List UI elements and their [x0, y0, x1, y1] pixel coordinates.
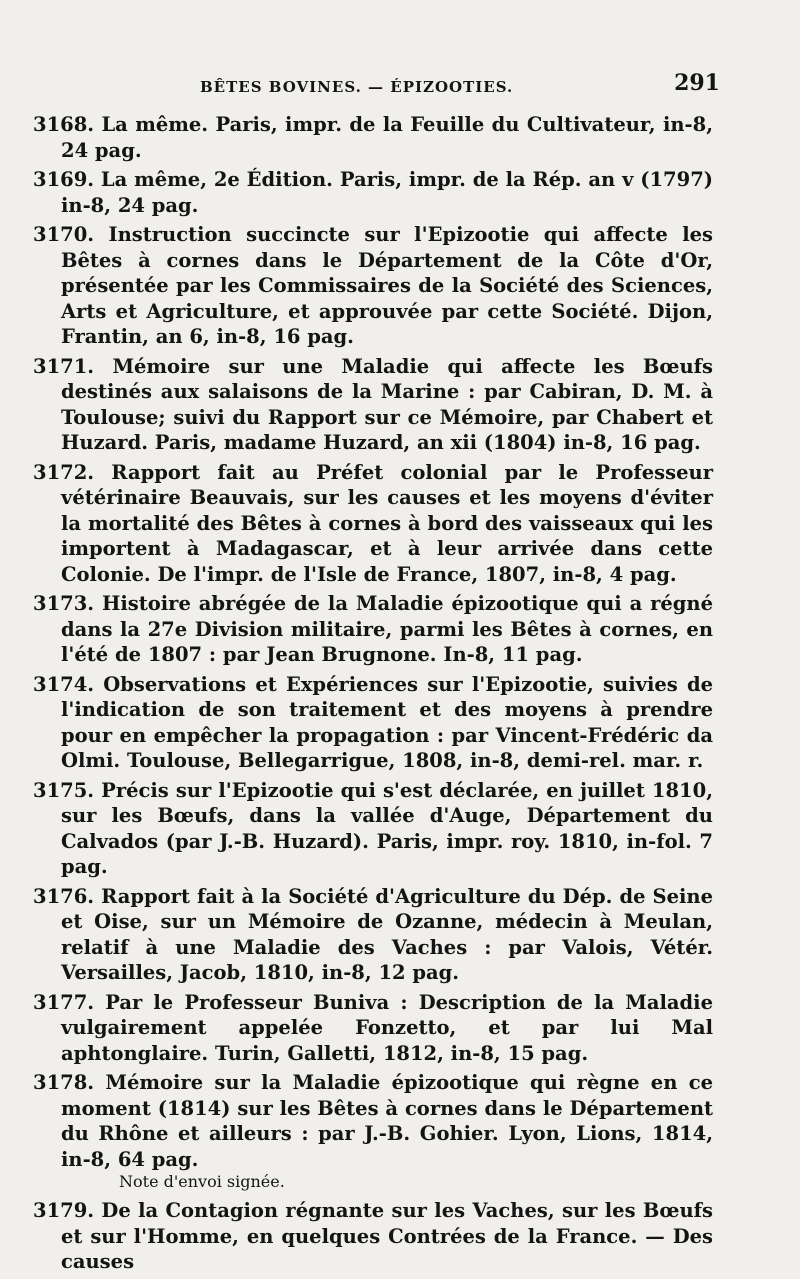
entry-number: 3172.	[33, 460, 95, 484]
entry-number: 3178.	[33, 1071, 95, 1094]
entry-text: Observations et Expériences sur l'Epizootie, suivies de l'indication de son traitement et des moyens à prendre pour en empêcher la propagation : par Vincent-Frédéric da Olmi. Toulouse, Bellegarrigue, 1808, in-8, demi-rel. mar. r.	[61, 672, 713, 772]
entry-text: De la Contagion régnante sur les Vaches, sur les Bœufs et sur l'Homme, en quelques Contrées de la France. — Des causes	[61, 1199, 713, 1273]
entry-number: 3174.	[33, 672, 95, 696]
entry-text: Mémoire sur une Maladie qui affecte les Bœufs destinés aux salaisons de la Marine : par Cabiran, D. M. à Toulouse; suivi du Rapport sur ce Mémoire, par Chabert et Huzard. Paris, madame Huzard, an xii (1804) in-8, 16 pag.	[61, 354, 714, 454]
entry-number: 3176.	[33, 884, 95, 908]
entry-number: 3177.	[33, 990, 95, 1014]
catalog-entry	[33, 778, 713, 880]
entry-text: Mémoire sur la Maladie épizootique qui règne en ce moment (1814) sur les Bêtes à cornes dans le Département du Rhône et ailleurs : par J.-B. Gohier. Lyon, Lions, 1814, in-8, 64 pag.	[61, 1071, 713, 1171]
entry-text: Par le Professeur Buniva : Description de la Maladie vulgairement appelée Fonzetto, et par lui Mal aphtonglaire. Turin, Galletti, 1812, in-8, 15 pag.	[61, 990, 713, 1065]
entry-number: 3173.	[33, 592, 95, 615]
entry-note: Note d'envoi signée.	[119, 1172, 285, 1191]
entry-number: 3170.	[33, 223, 95, 246]
running-title: BÊTES BOVINES. — ÉPIZOOTIES.	[200, 78, 514, 96]
catalog-entry	[33, 112, 713, 163]
entry-text: Précis sur l'Epizootie qui s'est déclarée, en juillet 1810, sur les Bœufs, dans la vallée d'Auge, Département du Calvados (par J.-B. Huzard). Paris, impr. roy. 1810, in-fol. 7 pag.	[61, 778, 713, 878]
catalog-entry	[33, 884, 713, 986]
entry-text: La même, 2e Édition. Paris, impr. de la Rép. an v (1797) in-8, 24 pag.	[61, 168, 713, 217]
catalog-entry	[33, 354, 713, 456]
catalog-entry	[33, 1070, 713, 1172]
running-header	[60, 70, 720, 100]
entry-number: 3169.	[33, 168, 95, 191]
catalog-entry	[33, 672, 713, 774]
entry-text: Rapport fait au Préfet colonial par le Professeur vétérinaire Beauvais, sur les causes et les moyens d'éviter la mortalité des Bêtes à cornes à bord des vaisseaux qui les importent à Madagascar, et à leur arrivée dans cette Colonie. De l'impr. de l'Isle de France, 1807, in-8, 4 pag.	[61, 460, 713, 586]
entry-number: 3171.	[33, 354, 95, 378]
catalog-entry	[33, 167, 713, 218]
catalog-entry	[33, 990, 713, 1067]
entry-number: 3168.	[33, 113, 95, 136]
catalog-entry	[33, 1198, 713, 1275]
entry-number: 3179.	[33, 1199, 95, 1222]
catalog-entry	[33, 591, 713, 668]
entry-text: Instruction succincte sur l'Epizootie qui affecte les Bêtes à cornes dans le Département de la Côte d'Or, présentée par les Commissaires de la Société des Sciences, Arts et Agriculture, et approuvée par cette Société. Dijon, Frantin, an 6, in-8, 16 pag.	[61, 223, 713, 348]
entry-list	[33, 112, 713, 1279]
entry-number: 3175.	[33, 778, 95, 802]
catalog-entry	[33, 222, 713, 350]
entry-text: Histoire abrégée de la Maladie épizootique qui a régné dans la 27e Division militaire, parmi les Bêtes à cornes, en l'été de 1807 : par Jean Brugnone. In-8, 11 pag.	[61, 592, 714, 666]
page-number: 291	[674, 70, 720, 96]
catalog-entry	[33, 460, 713, 588]
entry-text: Rapport fait à la Société d'Agriculture du Dép. de Seine et Oise, sur un Mémoire de Ozanne, médecin à Meulan, relatif à une Maladie des Vaches : par Valois, Vétér. Versailles, Jacob, 1810, in-8, 12 pag.	[61, 884, 714, 984]
entry-text: La même. Paris, impr. de la Feuille du Cultivateur, in-8, 24 pag.	[61, 113, 713, 162]
